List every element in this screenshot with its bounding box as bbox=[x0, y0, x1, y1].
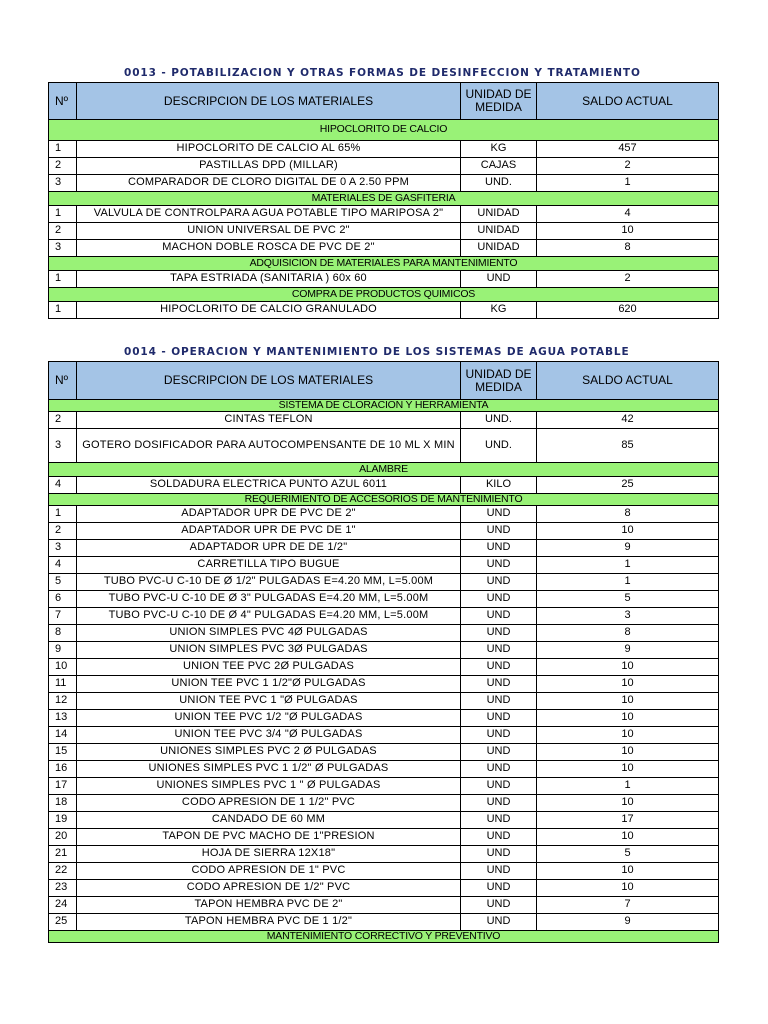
item-description: UNION TEE PVC 1 1/2"Ø PULGADAS bbox=[77, 676, 461, 693]
item-number: 1 bbox=[49, 206, 77, 223]
item-unit: UND bbox=[461, 795, 537, 812]
table-row bbox=[49, 429, 719, 463]
category-label: MANTENIMIENTO CORRECTIVO Y PREVENTIVO bbox=[49, 931, 719, 943]
table-row bbox=[49, 795, 719, 812]
table-row bbox=[49, 158, 719, 175]
table-row bbox=[49, 175, 719, 192]
item-balance: 1 bbox=[537, 778, 719, 795]
table-row bbox=[49, 625, 719, 642]
item-unit: UND. bbox=[461, 175, 537, 192]
item-number: 6 bbox=[49, 591, 77, 608]
item-number: 3 bbox=[49, 540, 77, 557]
item-number: 17 bbox=[49, 778, 77, 795]
table-row bbox=[49, 591, 719, 608]
header-num: Nº bbox=[49, 362, 77, 400]
item-unit: UND bbox=[461, 676, 537, 693]
item-description: HIPOCLORITO DE CALCIO AL 65% bbox=[77, 141, 461, 158]
item-number: 13 bbox=[49, 710, 77, 727]
item-description: UNIONES SIMPLES PVC 2 Ø PULGADAS bbox=[77, 744, 461, 761]
item-balance: 10 bbox=[537, 727, 719, 744]
category-row bbox=[49, 463, 719, 477]
table-row bbox=[49, 141, 719, 158]
item-description: VALVULA DE CONTROLPARA AGUA POTABLE TIPO MARIPOSA 2" bbox=[77, 206, 461, 223]
item-number: 11 bbox=[49, 676, 77, 693]
item-balance: 17 bbox=[537, 812, 719, 829]
item-balance: 1 bbox=[537, 574, 719, 591]
table-row bbox=[49, 608, 719, 625]
item-unit: UND. bbox=[461, 412, 537, 429]
category-label: HIPOCLORITO DE CALCIO bbox=[49, 120, 719, 141]
table-row bbox=[49, 778, 719, 795]
item-balance: 10 bbox=[537, 829, 719, 846]
item-unit: UND bbox=[461, 863, 537, 880]
item-number: 3 bbox=[49, 429, 77, 463]
item-number: 1 bbox=[49, 141, 77, 158]
table-row bbox=[49, 863, 719, 880]
item-description: CODO APRESION DE 1/2" PVC bbox=[77, 880, 461, 897]
table-header-row bbox=[49, 83, 719, 120]
item-number: 1 bbox=[49, 271, 77, 288]
item-description: TAPON DE PVC MACHO DE 1"PRESION bbox=[77, 829, 461, 846]
item-balance: 10 bbox=[537, 710, 719, 727]
item-number: 7 bbox=[49, 608, 77, 625]
header-balance: SALDO ACTUAL bbox=[537, 83, 719, 120]
item-number: 25 bbox=[49, 914, 77, 931]
category-label: SISTEMA DE CLORACION Y HERRAMIENTA bbox=[49, 400, 719, 412]
item-unit: UND bbox=[461, 778, 537, 795]
item-description: HIPOCLORITO DE CALCIO GRANULADO bbox=[77, 302, 461, 319]
item-description: HOJA DE SIERRA 12X18" bbox=[77, 846, 461, 863]
item-number: 8 bbox=[49, 625, 77, 642]
category-label: ALAMBRE bbox=[49, 463, 719, 477]
header-balance: SALDO ACTUAL bbox=[537, 362, 719, 400]
item-unit: UND bbox=[461, 574, 537, 591]
item-balance: 10 bbox=[537, 795, 719, 812]
item-unit: UND bbox=[461, 659, 537, 676]
item-unit: UND bbox=[461, 812, 537, 829]
table-row bbox=[49, 761, 719, 778]
table-row bbox=[49, 574, 719, 591]
item-balance: 10 bbox=[537, 676, 719, 693]
item-number: 18 bbox=[49, 795, 77, 812]
item-unit: UNIDAD bbox=[461, 240, 537, 257]
item-balance: 10 bbox=[537, 693, 719, 710]
item-number: 5 bbox=[49, 574, 77, 591]
item-unit: UNIDAD bbox=[461, 223, 537, 240]
table-row bbox=[49, 271, 719, 288]
item-balance: 5 bbox=[537, 846, 719, 863]
item-unit: UND bbox=[461, 846, 537, 863]
item-unit: KG bbox=[461, 302, 537, 319]
item-balance: 8 bbox=[537, 240, 719, 257]
item-description: ADAPTADOR UPR DE PVC DE 2" bbox=[77, 506, 461, 523]
item-number: 1 bbox=[49, 506, 77, 523]
header-desc: DESCRIPCION DE LOS MATERIALES bbox=[77, 83, 461, 120]
item-balance: 457 bbox=[537, 141, 719, 158]
item-description: UNIONES SIMPLES PVC 1 1/2" Ø PULGADAS bbox=[77, 761, 461, 778]
table-row bbox=[49, 659, 719, 676]
header-num: Nº bbox=[49, 83, 77, 120]
category-row bbox=[49, 192, 719, 206]
item-description: CODO APRESION DE 1" PVC bbox=[77, 863, 461, 880]
item-number: 1 bbox=[49, 302, 77, 319]
table-row bbox=[49, 206, 719, 223]
item-unit: UND bbox=[461, 744, 537, 761]
item-balance: 10 bbox=[537, 863, 719, 880]
item-balance: 9 bbox=[537, 914, 719, 931]
category-row bbox=[49, 288, 719, 302]
table-header-row bbox=[49, 362, 719, 400]
item-description: UNIONES SIMPLES PVC 1 " Ø PULGADAS bbox=[77, 778, 461, 795]
item-balance: 8 bbox=[537, 625, 719, 642]
item-number: 15 bbox=[49, 744, 77, 761]
category-label: ADQUISICION DE MATERIALES PARA MANTENIMIENTO bbox=[49, 257, 719, 271]
item-balance: 10 bbox=[537, 880, 719, 897]
header-unit: UNIDAD DE MEDIDA bbox=[461, 362, 537, 400]
item-description: CARRETILLA TIPO BUGUE bbox=[77, 557, 461, 574]
item-description: COMPARADOR DE CLORO DIGITAL DE 0 A 2.50 PPM bbox=[77, 175, 461, 192]
item-number: 9 bbox=[49, 642, 77, 659]
item-unit: UND bbox=[461, 625, 537, 642]
item-balance: 620 bbox=[537, 302, 719, 319]
item-description: ADAPTADOR UPR DE DE 1/2" bbox=[77, 540, 461, 557]
table-row bbox=[49, 557, 719, 574]
table-row bbox=[49, 412, 719, 429]
item-balance: 10 bbox=[537, 761, 719, 778]
table-row bbox=[49, 223, 719, 240]
item-number: 14 bbox=[49, 727, 77, 744]
item-unit: KG bbox=[461, 141, 537, 158]
item-description: CODO APRESION DE 1 1/2" PVC bbox=[77, 795, 461, 812]
item-unit: UND bbox=[461, 591, 537, 608]
item-balance: 9 bbox=[537, 540, 719, 557]
item-description: CANDADO DE 60 MM bbox=[77, 812, 461, 829]
table-row bbox=[49, 880, 719, 897]
item-unit: UND bbox=[461, 693, 537, 710]
item-number: 23 bbox=[49, 880, 77, 897]
table-row bbox=[49, 506, 719, 523]
item-number: 3 bbox=[49, 175, 77, 192]
item-unit: UND bbox=[461, 829, 537, 846]
item-number: 24 bbox=[49, 897, 77, 914]
materials-table-0013 bbox=[48, 82, 719, 319]
item-description: SOLDADURA ELECTRICA PUNTO AZUL 6011 bbox=[77, 477, 461, 494]
item-description: MACHON DOBLE ROSCA DE PVC DE 2" bbox=[77, 240, 461, 257]
item-number: 3 bbox=[49, 240, 77, 257]
item-description: TAPON HEMBRA PVC DE 1 1/2" bbox=[77, 914, 461, 931]
item-unit: UND bbox=[461, 914, 537, 931]
item-number: 10 bbox=[49, 659, 77, 676]
item-unit: UND bbox=[461, 608, 537, 625]
table-row bbox=[49, 846, 719, 863]
header-desc: DESCRIPCION DE LOS MATERIALES bbox=[77, 362, 461, 400]
item-balance: 3 bbox=[537, 608, 719, 625]
item-number: 21 bbox=[49, 846, 77, 863]
header-unit: UNIDAD DE MEDIDA bbox=[461, 83, 537, 120]
item-description: UNION SIMPLES PVC 4Ø PULGADAS bbox=[77, 625, 461, 642]
item-balance: 1 bbox=[537, 557, 719, 574]
table-row bbox=[49, 744, 719, 761]
item-description: CINTAS TEFLON bbox=[77, 412, 461, 429]
item-balance: 4 bbox=[537, 206, 719, 223]
item-description: PASTILLAS DPD (MILLAR) bbox=[77, 158, 461, 175]
table-row bbox=[49, 523, 719, 540]
item-balance: 8 bbox=[537, 506, 719, 523]
item-balance: 42 bbox=[537, 412, 719, 429]
item-number: 2 bbox=[49, 158, 77, 175]
item-unit: UND bbox=[461, 897, 537, 914]
materials-table-0014 bbox=[48, 361, 719, 943]
item-balance: 5 bbox=[537, 591, 719, 608]
item-number: 16 bbox=[49, 761, 77, 778]
item-balance: 85 bbox=[537, 429, 719, 463]
item-balance: 10 bbox=[537, 659, 719, 676]
item-description: UNION SIMPLES PVC 3Ø PULGADAS bbox=[77, 642, 461, 659]
item-unit: CAJAS bbox=[461, 158, 537, 175]
item-unit: UND bbox=[461, 540, 537, 557]
item-balance: 2 bbox=[537, 271, 719, 288]
category-row bbox=[49, 400, 719, 412]
table-row bbox=[49, 693, 719, 710]
item-description: UNION TEE PVC 1/2 "Ø PULGADAS bbox=[77, 710, 461, 727]
section-title-0013: 0013 - POTABILIZACION Y OTRAS FORMAS DE DESINFECCION Y TRATAMIENTO bbox=[124, 67, 641, 79]
item-balance: 9 bbox=[537, 642, 719, 659]
table-row bbox=[49, 540, 719, 557]
item-balance: 10 bbox=[537, 223, 719, 240]
table-row bbox=[49, 240, 719, 257]
item-balance: 10 bbox=[537, 523, 719, 540]
item-description: TAPA ESTRIADA (SANITARIA ) 60x 60 bbox=[77, 271, 461, 288]
table-row bbox=[49, 477, 719, 494]
category-label: REQUERIMIENTO DE ACCESORIOS DE MANTENIMIENTO bbox=[49, 494, 719, 506]
item-unit: KILO bbox=[461, 477, 537, 494]
item-description: UNION TEE PVC 3/4 "Ø PULGADAS bbox=[77, 727, 461, 744]
item-unit: UND bbox=[461, 727, 537, 744]
table-row bbox=[49, 914, 719, 931]
section-title-0014: 0014 - OPERACION Y MANTENIMIENTO DE LOS SISTEMAS DE AGUA POTABLE bbox=[124, 346, 630, 358]
item-unit: UND bbox=[461, 880, 537, 897]
item-unit: UND. bbox=[461, 429, 537, 463]
item-description: ADAPTADOR UPR DE PVC DE 1" bbox=[77, 523, 461, 540]
item-balance: 7 bbox=[537, 897, 719, 914]
item-description: UNION TEE PVC 1 "Ø PULGADAS bbox=[77, 693, 461, 710]
item-number: 4 bbox=[49, 557, 77, 574]
item-unit: UND bbox=[461, 710, 537, 727]
item-description: TUBO PVC-U C-10 DE Ø 3" PULGADAS E=4.20 MM, L=5.00M bbox=[77, 591, 461, 608]
category-row bbox=[49, 120, 719, 141]
item-balance: 25 bbox=[537, 477, 719, 494]
item-unit: UND bbox=[461, 506, 537, 523]
category-row bbox=[49, 931, 719, 943]
table-row bbox=[49, 897, 719, 914]
item-unit: UND bbox=[461, 271, 537, 288]
category-label: MATERIALES DE GASFITERIA bbox=[49, 192, 719, 206]
item-number: 20 bbox=[49, 829, 77, 846]
item-number: 19 bbox=[49, 812, 77, 829]
table-row bbox=[49, 829, 719, 846]
item-number: 12 bbox=[49, 693, 77, 710]
table-row bbox=[49, 642, 719, 659]
item-unit: UND bbox=[461, 523, 537, 540]
category-row bbox=[49, 494, 719, 506]
item-unit: UND bbox=[461, 557, 537, 574]
item-balance: 1 bbox=[537, 175, 719, 192]
item-number: 2 bbox=[49, 412, 77, 429]
table-row bbox=[49, 710, 719, 727]
item-number: 4 bbox=[49, 477, 77, 494]
item-number: 22 bbox=[49, 863, 77, 880]
item-unit: UNIDAD bbox=[461, 206, 537, 223]
item-unit: UND bbox=[461, 642, 537, 659]
item-description: UNION UNIVERSAL DE PVC 2" bbox=[77, 223, 461, 240]
category-label: COMPRA DE PRODUCTOS QUIMICOS bbox=[49, 288, 719, 302]
item-description: TAPON HEMBRA PVC DE 2" bbox=[77, 897, 461, 914]
item-description: TUBO PVC-U C-10 DE Ø 1/2" PULGADAS E=4.20 MM, L=5.00M bbox=[77, 574, 461, 591]
item-description: TUBO PVC-U C-10 DE Ø 4" PULGADAS E=4.20 MM, L=5.00M bbox=[77, 608, 461, 625]
item-description: UNION TEE PVC 2Ø PULGADAS bbox=[77, 659, 461, 676]
table-row bbox=[49, 676, 719, 693]
category-row bbox=[49, 257, 719, 271]
item-description: GOTERO DOSIFICADOR PARA AUTOCOMPENSANTE DE 10 ML X MIN bbox=[77, 429, 461, 463]
item-number: 2 bbox=[49, 223, 77, 240]
table-row bbox=[49, 727, 719, 744]
item-unit: UND bbox=[461, 761, 537, 778]
item-number: 2 bbox=[49, 523, 77, 540]
table-row bbox=[49, 302, 719, 319]
table-row bbox=[49, 812, 719, 829]
item-balance: 10 bbox=[537, 744, 719, 761]
item-balance: 2 bbox=[537, 158, 719, 175]
